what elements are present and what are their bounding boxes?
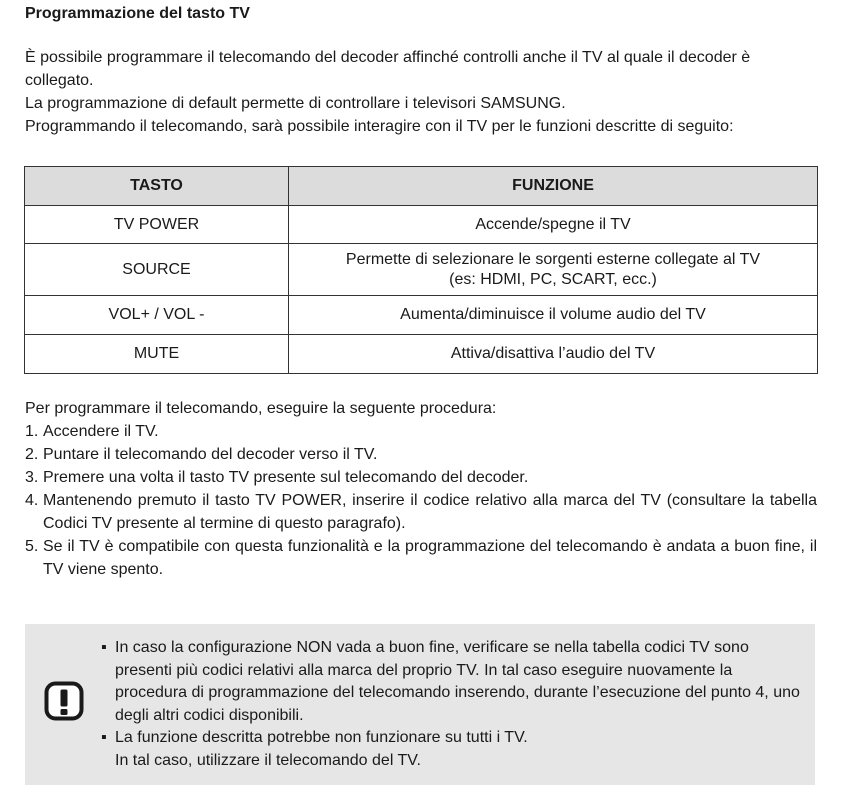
step-text: Puntare il telecomando del decoder verso il TV. bbox=[43, 446, 378, 463]
step-number: 5. bbox=[25, 538, 39, 555]
key-cell: SOURCE bbox=[25, 244, 289, 296]
step-number: 3. bbox=[25, 469, 39, 486]
notice-box bbox=[25, 624, 815, 785]
procedure-section bbox=[25, 397, 817, 581]
procedure-steps bbox=[25, 420, 817, 581]
table-row bbox=[25, 335, 818, 374]
procedure-step bbox=[25, 535, 817, 581]
function-text-line: (es: HDMI, PC, SCART, ecc.) bbox=[449, 270, 657, 288]
function-cell bbox=[289, 244, 818, 296]
procedure-step bbox=[25, 443, 817, 466]
step-number: 4. bbox=[25, 492, 39, 509]
notice-list bbox=[101, 637, 801, 772]
step-text: Premere una volta il tasto TV presente sul telecomando del decoder. bbox=[43, 469, 529, 486]
procedure-step bbox=[25, 489, 817, 535]
step-number: 1. bbox=[25, 423, 39, 440]
key-cell: VOL+ / VOL - bbox=[25, 296, 289, 335]
step-number: 2. bbox=[25, 446, 39, 463]
procedure-intro: Per programmare il telecomando, eseguire la seguente procedura: bbox=[25, 400, 497, 417]
step-text: Se il TV è compatibile con questa funzionalità e la programmazione del telecomando è andata a buon fine, il TV viene spento. bbox=[43, 538, 817, 578]
step-text: Mantenendo premuto il tasto TV POWER, inserire il codice relativo alla marca del TV (consultare la tabella Codici TV presente al termine di questo paragrafo). bbox=[43, 492, 817, 532]
bullet-icon: ▪ bbox=[101, 639, 107, 656]
procedure-step bbox=[25, 420, 817, 443]
procedure-step bbox=[25, 466, 817, 489]
function-cell: Accende/spegne il TV bbox=[289, 206, 818, 244]
intro-paragraph: La programmazione di default permette di controllare i televisori SAMSUNG. bbox=[25, 95, 566, 112]
table-header-row bbox=[25, 167, 818, 206]
notice-text-line: In tal caso, utilizzare il telecomando del TV. bbox=[115, 751, 421, 769]
function-cell: Aumenta/diminuisce il volume audio del TV bbox=[289, 296, 818, 335]
function-text-line: Permette di selezionare le sorgenti esterne collegate al TV bbox=[345, 250, 761, 268]
key-cell: MUTE bbox=[25, 335, 289, 374]
notice-item bbox=[101, 637, 801, 727]
notice-text bbox=[115, 727, 801, 772]
column-header-key: TASTO bbox=[25, 167, 289, 206]
bullet-icon: ▪ bbox=[101, 729, 107, 746]
intro-paragraph: È possibile programmare il telecomando del decoder affinché controlli anche il TV al quale il decoder è collegato. bbox=[25, 49, 751, 89]
notice-text-line: La funzione descritta potrebbe non funzionare su tutti i TV. bbox=[115, 729, 528, 746]
notice-text: In caso la configurazione NON vada a buon fine, verificare se nella tabella codici TV sono presenti più codici relativi alla marca del proprio TV. In tal caso eseguire nuovamente la procedura di programmazione del telecomando inserendo, durante l’esecuzione del punto 4, uno degli altri codici disponibili. bbox=[115, 639, 800, 724]
notice-item bbox=[101, 727, 801, 772]
column-header-function: FUNZIONE bbox=[289, 167, 818, 206]
key-cell: TV POWER bbox=[25, 206, 289, 244]
step-text: Accendere il TV. bbox=[43, 423, 159, 440]
intro-paragraph: Programmando il telecomando, sarà possibile interagire con il TV per le funzioni descritte di seguito: bbox=[25, 118, 734, 135]
warning-icon bbox=[44, 681, 84, 721]
intro-text bbox=[25, 46, 817, 138]
section-title: Programmazione del tasto TV bbox=[25, 5, 250, 22]
key-function-table bbox=[24, 166, 818, 374]
table-row bbox=[25, 244, 818, 296]
function-cell: Attiva/disattiva l’audio del TV bbox=[289, 335, 818, 374]
table-row bbox=[25, 206, 818, 244]
table-row bbox=[25, 296, 818, 335]
